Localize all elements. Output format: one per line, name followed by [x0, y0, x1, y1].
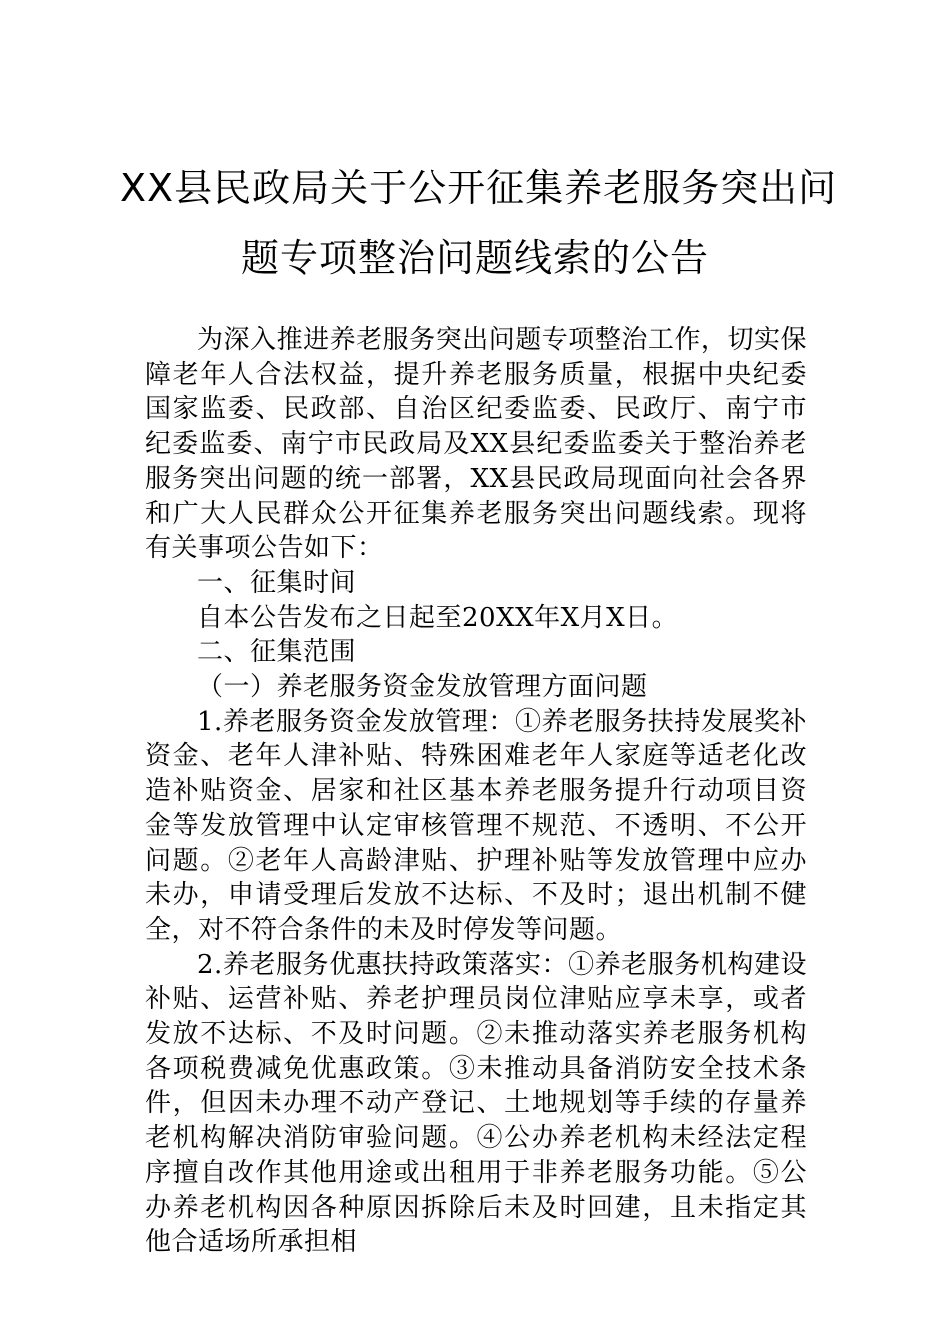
- heading-collection-time: 一、征集时间: [197, 567, 357, 598]
- title-line-2: 题专项整治问题线索的公告: [240, 236, 709, 280]
- paragraph-item-2: 2.养老服务优惠扶持政策落实：①养老服务机构建设补贴、运营补贴、养老护理员岗位津贴应享未享，或者发放不达标、不及时问题。②未推动落实养老服务机构各项税费减免优惠政策。③未推动具备消防安全技术条件，但因未办理不动产登记、土地规划等手续的存量养老机构解决消防审验问题。④公办养老机构未经法定程序擅自改作其他用途或出租用于非养老服务功能。⑤公办养老机构因各种原因拆除后未及时回建，且未指定其他合适场所承担相: [145, 949, 807, 1258]
- document-body: [145, 323, 807, 1260]
- heading-collection-scope: 二、征集范围: [197, 637, 357, 668]
- subheading-fund-issues: （一）养老服务资金发放管理方面问题: [197, 672, 648, 703]
- paragraph-collection-time: 自本公告发布之日起至20XX年X月X日。: [197, 602, 679, 633]
- paragraph-item-1: 1.养老服务资金发放管理：①养老服务扶持发展奖补资金、老年人津补贴、特殊困难老年人家庭等适老化改造补贴资金、居家和社区基本养老服务提升行动项目资金等发放管理中认定审核管理不规范、不透明、不公开问题。②老年人高龄津贴、护理补贴等发放管理中应办未办，申请受理后发放不达标、不及时；退出机制不健全，对不符合条件的未及时停发等问题。: [145, 706, 807, 945]
- title-line-1: XX县民政局关于公开征集养老服务突出问: [120, 166, 838, 210]
- paragraph-intro: 为深入推进养老服务突出问题专项整治工作，切实保障老年人合法权益，提升养老服务质量，根据中央纪委国家监委、民政部、自治区纪委监委、民政厅、南宁市纪委监委、南宁市民政局及XX县纪委监委关于整治养老服务突出问题的统一部署，XX县民政局现面向社会各界和广大人民群众公开征集养老服务突出问题线索。现将有关事项公告如下：: [145, 325, 807, 564]
